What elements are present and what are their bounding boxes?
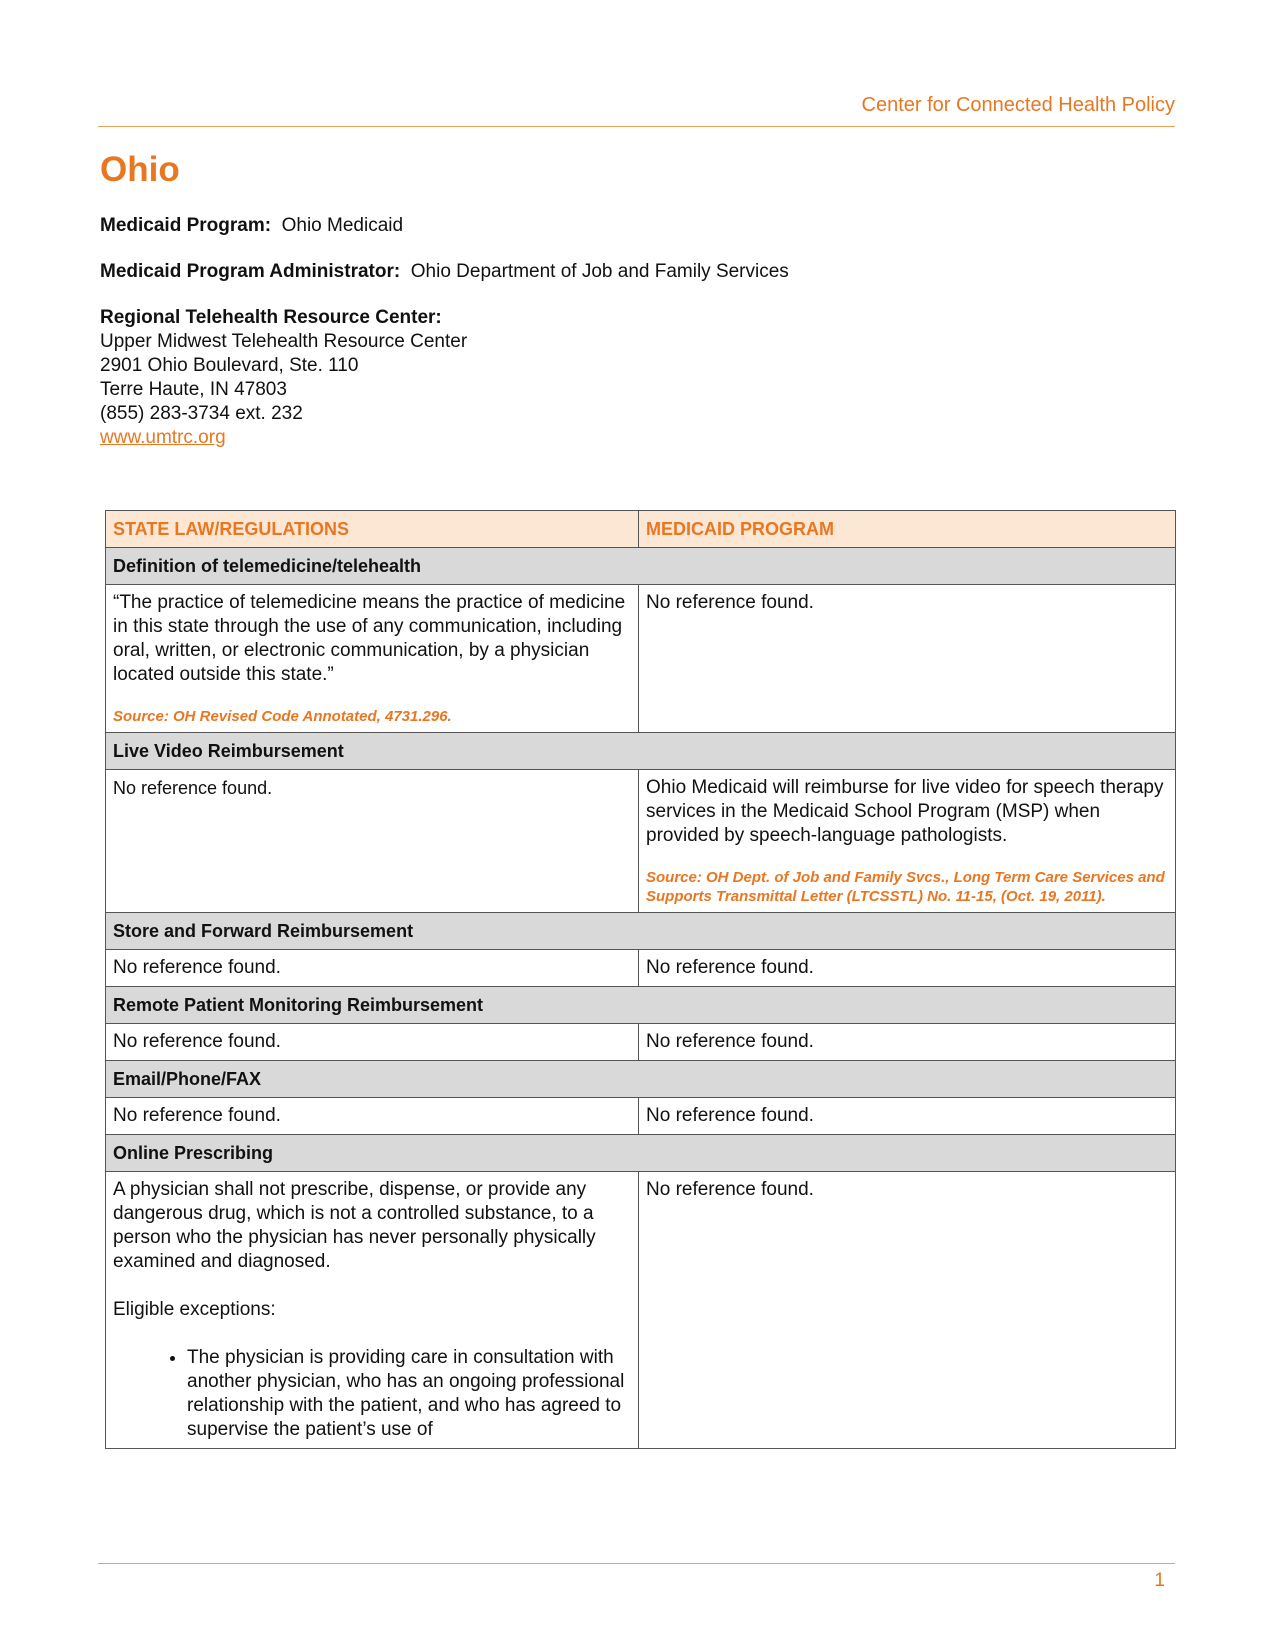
section-row-live-video [106, 733, 1176, 770]
medicaid-cell: No reference found. [639, 1098, 1176, 1135]
header-org-name: Center for Connected Health Policy [861, 94, 1175, 116]
state-law-cell: No reference found. [106, 770, 639, 913]
state-law-cell [106, 1172, 639, 1449]
section-title: Live Video Reimbursement [106, 733, 1176, 770]
section-title: Email/Phone/FAX [106, 1061, 1176, 1098]
section-title: Definition of telemedicine/telehealth [106, 548, 1176, 585]
resource-center-address1: 2901 Ohio Boulevard, Ste. 110 [100, 355, 359, 376]
section-row-remote-monitoring [106, 987, 1176, 1024]
medicaid-cell: No reference found. [639, 1172, 1176, 1449]
column-header-medicaid: MEDICAID PROGRAM [639, 511, 1176, 548]
column-header-state-law: STATE LAW/REGULATIONS [106, 511, 639, 548]
source-citation: Source: OH Revised Code Annotated, 4731.296. [113, 708, 452, 725]
list-item: • The physician is providing care in consultation with another physician, who has an ongoing professional relationship with the patient, and who has agreed to supervise the patient’s use of [187, 1346, 631, 1442]
table-row [106, 770, 1176, 913]
medicaid-admin-line [100, 260, 789, 284]
state-law-text: A physician shall not prescribe, dispense, or provide any dangerous drug, which is not a controlled substance, to a person who the physician has never personally physically examined and diagnosed. [113, 1179, 596, 1272]
table-row [106, 950, 1176, 987]
policy-table [105, 510, 1176, 1449]
medicaid-cell: No reference found. [639, 1024, 1176, 1061]
page-number: 1 [1154, 1570, 1165, 1591]
exceptions-list [113, 1346, 631, 1442]
table-row [106, 585, 1176, 733]
state-law-text: “The practice of telemedicine means the practice of medicine in this state through the use of any communication, including oral, written, or electronic communication, by a physician located outside this state.” [113, 592, 626, 685]
table-row [106, 1172, 1176, 1449]
section-row-definition [106, 548, 1176, 585]
state-law-cell: No reference found. [106, 1024, 639, 1061]
table-header-row [106, 511, 1176, 548]
section-row-store-forward [106, 913, 1176, 950]
resource-center-website-link[interactable]: www.umtrc.org [100, 427, 226, 448]
resource-center-block [100, 306, 467, 450]
header-divider [98, 126, 1175, 127]
source-citation: Source: OH Dept. of Job and Family Svcs., Long Term Care Services and Supports Transmittal Letter (LTCSSTL) No. 11-15, (Oct. 19, 2011). [646, 869, 1165, 905]
resource-center-phone: (855) 283-3734 ext. 232 [100, 403, 303, 424]
state-law-cell: No reference found. [106, 1098, 639, 1135]
medicaid-program-label: Medicaid Program: [100, 215, 272, 236]
exceptions-label: Eligible exceptions: [113, 1299, 276, 1320]
resource-center-label: Regional Telehealth Resource Center: [100, 307, 442, 328]
state-law-cell [106, 585, 639, 733]
resource-center-name: Upper Midwest Telehealth Resource Center [100, 331, 468, 352]
section-row-email-phone-fax [106, 1061, 1176, 1098]
table-row [106, 1098, 1176, 1135]
footer-divider [98, 1563, 1175, 1564]
state-law-cell: No reference found. [106, 950, 639, 987]
medicaid-program-line [100, 214, 403, 238]
medicaid-program-value: Ohio Medicaid [281, 215, 404, 236]
section-title: Remote Patient Monitoring Reimbursement [106, 987, 1176, 1024]
page-title: Ohio [100, 150, 180, 189]
resource-center-address2: Terre Haute, IN 47803 [100, 379, 287, 400]
section-title: Online Prescribing [106, 1135, 1176, 1172]
medicaid-admin-value: Ohio Department of Job and Family Services [410, 261, 789, 282]
medicaid-text: Ohio Medicaid will reimburse for live video for speech therapy services in the Medicaid School Program (MSP) when provided by speech-language pathologists. [646, 777, 1164, 846]
section-row-online-prescribing [106, 1135, 1176, 1172]
medicaid-cell: No reference found. [639, 950, 1176, 987]
section-title: Store and Forward Reimbursement [106, 913, 1176, 950]
table-row [106, 1024, 1176, 1061]
medicaid-admin-label: Medicaid Program Administrator: [100, 261, 401, 282]
medicaid-cell [639, 770, 1176, 913]
medicaid-cell: No reference found. [639, 585, 1176, 733]
